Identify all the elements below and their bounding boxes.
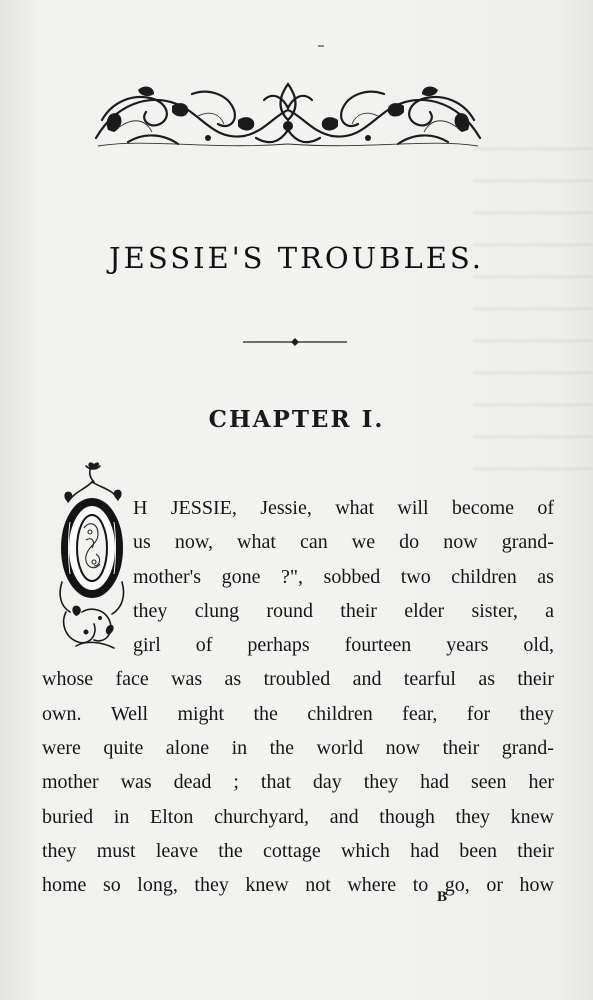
word: her (528, 771, 554, 794)
text-line (42, 800, 554, 834)
word: their (517, 668, 554, 691)
word: Elton (150, 805, 194, 828)
word: own. (42, 702, 82, 725)
word: for (466, 702, 491, 725)
word: children (307, 702, 373, 725)
chapter-body-text (42, 491, 554, 903)
word: fear, (402, 702, 438, 725)
word: Jessie, (260, 497, 312, 519)
word: was (171, 668, 203, 691)
word: the (218, 839, 243, 862)
word: they (133, 599, 168, 622)
word: the (253, 702, 278, 725)
word: ; (233, 771, 239, 794)
word: as (537, 565, 554, 588)
word: knew (510, 805, 554, 828)
word: day (312, 771, 342, 794)
text-line (133, 628, 554, 662)
word: years (446, 634, 489, 657)
word: grand- (501, 737, 554, 760)
text-line (42, 765, 554, 799)
word: had (420, 771, 449, 794)
word: though (379, 805, 435, 828)
word: us (133, 531, 151, 554)
word: elder (404, 599, 445, 622)
word: troubled (263, 668, 331, 691)
word: what (335, 497, 375, 519)
word: the (269, 737, 295, 760)
word: of (195, 634, 213, 657)
word: their (442, 737, 480, 760)
word: H (133, 497, 148, 519)
word: long, (137, 874, 178, 897)
word: how (519, 874, 554, 897)
word: sister, (471, 599, 518, 622)
word: quite (103, 737, 144, 760)
text-line (42, 662, 554, 696)
word: their (340, 599, 377, 622)
word: whose (42, 668, 94, 691)
word: were (42, 737, 81, 760)
word: will (397, 497, 429, 519)
word: JESSIE, (170, 497, 237, 519)
word: they (455, 805, 490, 828)
word: grand- (501, 531, 554, 554)
word: go, (444, 874, 470, 897)
word: in (231, 737, 248, 760)
word: children (451, 565, 517, 588)
word: was (120, 771, 152, 794)
word: can (299, 531, 328, 554)
text-line (42, 868, 554, 902)
text-line (133, 560, 554, 594)
word: not (305, 874, 331, 897)
word: their (517, 839, 554, 862)
word: clung (194, 599, 240, 622)
word: that (260, 771, 291, 794)
word: to (412, 874, 429, 897)
word: girl (133, 634, 161, 657)
word: seen (470, 771, 507, 794)
text-line (42, 731, 554, 765)
word: home (42, 874, 87, 897)
word: tearful (403, 668, 456, 691)
word: two (400, 565, 431, 588)
word: they (42, 839, 77, 862)
word: round (266, 599, 314, 622)
word: buried (42, 805, 94, 828)
word: they (194, 874, 229, 897)
word: had (410, 839, 439, 862)
word: so (102, 874, 121, 897)
word: fourteen (344, 634, 412, 657)
word: which (340, 839, 390, 862)
word: mother's (133, 565, 202, 588)
ornamental-rule (243, 338, 347, 346)
word: mother (42, 771, 99, 794)
word: knew (245, 874, 289, 897)
word: dead (173, 771, 212, 794)
word: as (478, 668, 495, 691)
word: been (459, 839, 498, 862)
word: now, (174, 531, 213, 554)
text-line (42, 834, 554, 868)
word: world (316, 737, 364, 760)
word: and (329, 805, 359, 828)
word: they (363, 771, 399, 794)
printer-signature-mark: B (437, 889, 448, 905)
word: we (351, 531, 376, 554)
word: sobbed (323, 565, 381, 588)
word: perhaps (247, 634, 310, 657)
chapter-heading: CHAPTER I. (208, 406, 385, 433)
word: what (237, 531, 276, 554)
text-line (42, 697, 554, 731)
word: as (224, 668, 242, 691)
word: and (352, 668, 382, 691)
word: leave (155, 839, 199, 862)
text-line (133, 594, 554, 628)
word: a (545, 599, 554, 622)
text-line (133, 491, 554, 525)
word: or (486, 874, 503, 897)
text-line (133, 525, 554, 559)
word: where (347, 874, 397, 897)
word: now (385, 737, 421, 760)
word: churchyard, (214, 805, 310, 828)
word: in (113, 805, 130, 828)
print-speck (318, 45, 324, 47)
word: gone (221, 565, 261, 588)
word: now (443, 531, 478, 554)
word: cottage (262, 839, 321, 862)
word: must (96, 839, 136, 862)
word: ?", (280, 565, 304, 588)
word: alone (165, 737, 210, 760)
word: of (537, 497, 554, 519)
word: do (399, 531, 420, 554)
word: become (451, 497, 515, 519)
word: Well (110, 702, 149, 725)
word: old, (523, 634, 554, 657)
floral-headpiece-ornament (88, 80, 488, 152)
book-title: JESSIE'S TROUBLES. (109, 241, 484, 275)
word: face (115, 668, 149, 691)
word: might (177, 702, 225, 725)
word: they (519, 702, 554, 725)
